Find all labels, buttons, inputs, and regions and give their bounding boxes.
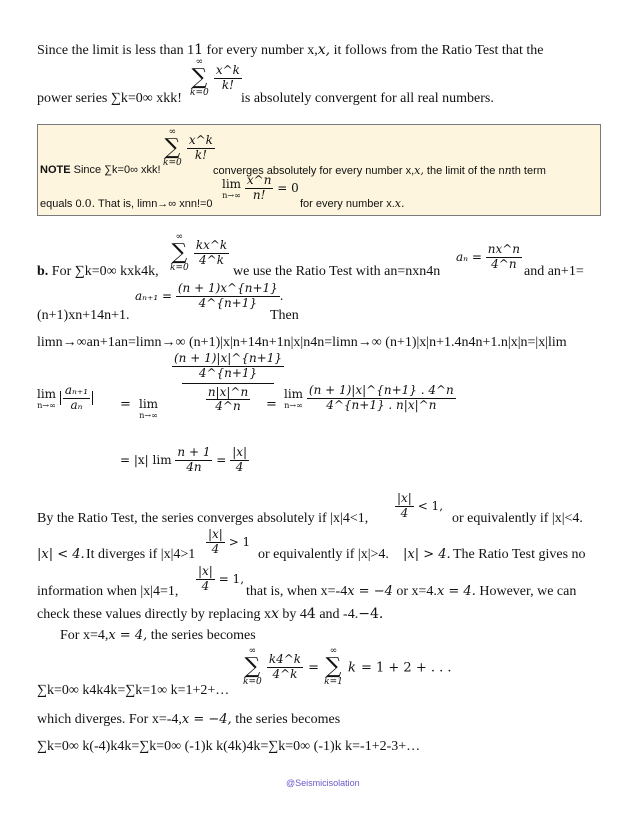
- display-rhs: lim n→∞ $\frac{(n + 1)|x|\^{}\{n+1\} . 4\^{}n}{4\^{}\{n+1\} . n|x|\^{}n}$: [284, 383, 454, 412]
- ratio-line3a: information when |x|4=1,: [37, 584, 179, 599]
- ratio-math-lt4: |x| < 4.: [37, 547, 85, 562]
- partb-then: Then: [270, 308, 299, 323]
- ratio-line4: check these values directly by replacing xx by 44 and -4.−4.: [37, 606, 384, 622]
- display-lim1: lim n→∞ $\frac{\text{aₙ₊₁}}{\text{aₙ}}$: [37, 384, 93, 413]
- sum-xk-kfact: ∞ ∑ k=0 $\frac{x\^{}k}{k!}$: [190, 57, 240, 98]
- ratio-math-gt4: |x| > 4.: [403, 547, 451, 562]
- partb-sum: ∞ ∑ k=0 $\frac{kx\^{}k}{4\^{}k}$: [170, 232, 228, 273]
- para1-line2: power series ∑k=0∞ xkk!: [37, 91, 182, 106]
- an-formula: aₙ = $\frac{nx\^{}n}{4\^{}n}$: [456, 242, 520, 271]
- display-lim2: lim n→∞: [139, 397, 159, 420]
- note-sum: ∞ ∑ k=0 $\frac{x\^{}k}{k!}$: [163, 127, 213, 168]
- an1-formula: aₙ₊₁ = $\frac{(n + 1)x\^{}\{n+1\}}{4\^{}\{n+1\}}$ .: [135, 281, 284, 310]
- diverges-line2: ∑k=0∞ k(-4)k4k=∑k=0∞ (-1)k k(4k)4k=∑k=0∞ (-1)k k=-1+2-3+…: [37, 739, 421, 754]
- ratio-line2b: or equivalently if |x|>4.: [258, 547, 389, 562]
- note-line1b: converges absolutely for every number x,x, the limit of the nnth term: [213, 164, 546, 177]
- ratio-frac1: $\frac{|x|}{4}$ < 1,: [397, 491, 444, 520]
- partb-line3: limn→∞an+1an=limn→∞ (n+1)|x|n+14n+1n|x|n4n=limn→∞ (n+1)|x|n+1.4n4n+1.n|x|n=|x|lim: [37, 335, 567, 350]
- para1-line1: Since the limit is less than 11 for every number x,x, it follows from the Ratio Test that the: [37, 42, 544, 58]
- note-line2: equals 0.0. That is, limn→∞ xnn!=0: [40, 197, 213, 210]
- note-line2b: for every number x.x.: [300, 197, 405, 210]
- display-eq2: =: [266, 397, 277, 412]
- ratio-frac3: $\frac{|x|}{4}$ = 1,: [198, 564, 245, 593]
- partb-line1b: we use the Ratio Test with an=nxn4n: [233, 264, 441, 279]
- note-line1: NOTE Since ∑k=0∞ xkk!: [40, 164, 161, 176]
- partb-line1: b. For ∑k=0∞ kxk4k,: [37, 264, 159, 279]
- ratio-frac2: $\frac{|x|}{4}$ > 1: [208, 527, 251, 556]
- note-lim-display: lim n→∞ $\frac{x\^{}n}{n!}$ = 0: [222, 173, 299, 202]
- footer-link[interactable]: @Seismicisolation: [286, 778, 360, 788]
- display-line2: = |x| lim $\frac{n + 1}{4n}$ = $\frac{|x|}{4}$: [120, 445, 248, 474]
- ratio-line1b: or equivalently if |x|<4.: [452, 511, 583, 526]
- partb-line1c: and an+1=: [524, 264, 584, 279]
- partb-line2: (n+1)xn+14n+1.: [37, 308, 130, 323]
- ratio-line2a: It diverges if |x|4>1: [86, 547, 196, 562]
- display-bigfrac: $\frac{(n + 1)|x|\^{}\{n+1\}}{4\^{}\{n+1\}}$ $\frac{n|x|\^{}n}{4\^{}n}$: [174, 351, 283, 414]
- para1-line2b: is absolutely convergent for all real numbers.: [241, 91, 494, 106]
- diverges-line1: which diverges. For x=-4,x = −4, the series becomes: [37, 712, 341, 727]
- ratio-line2c: The Ratio Test gives no: [453, 547, 586, 562]
- ratio-line3b: that is, when x=-4x = −4 or x=4.x = 4. However, we can: [246, 584, 577, 599]
- display-eq1: =: [120, 397, 131, 412]
- forx4-text: ∑k=0∞ k4k4k=∑k=1∞ k=1+2+…: [37, 683, 230, 698]
- forx4-display: ∞ ∑ k=0 $\frac{k4\^{}k}{4\^{}k}$ = ∞ ∑ k=1 k = 1 + 2 + . . .: [243, 646, 452, 687]
- forx4-line: For x=4,x = 4, the series becomes: [60, 628, 256, 643]
- ratio-line1: By the Ratio Test, the series converges absolutely if |x|4<1,: [37, 511, 369, 526]
